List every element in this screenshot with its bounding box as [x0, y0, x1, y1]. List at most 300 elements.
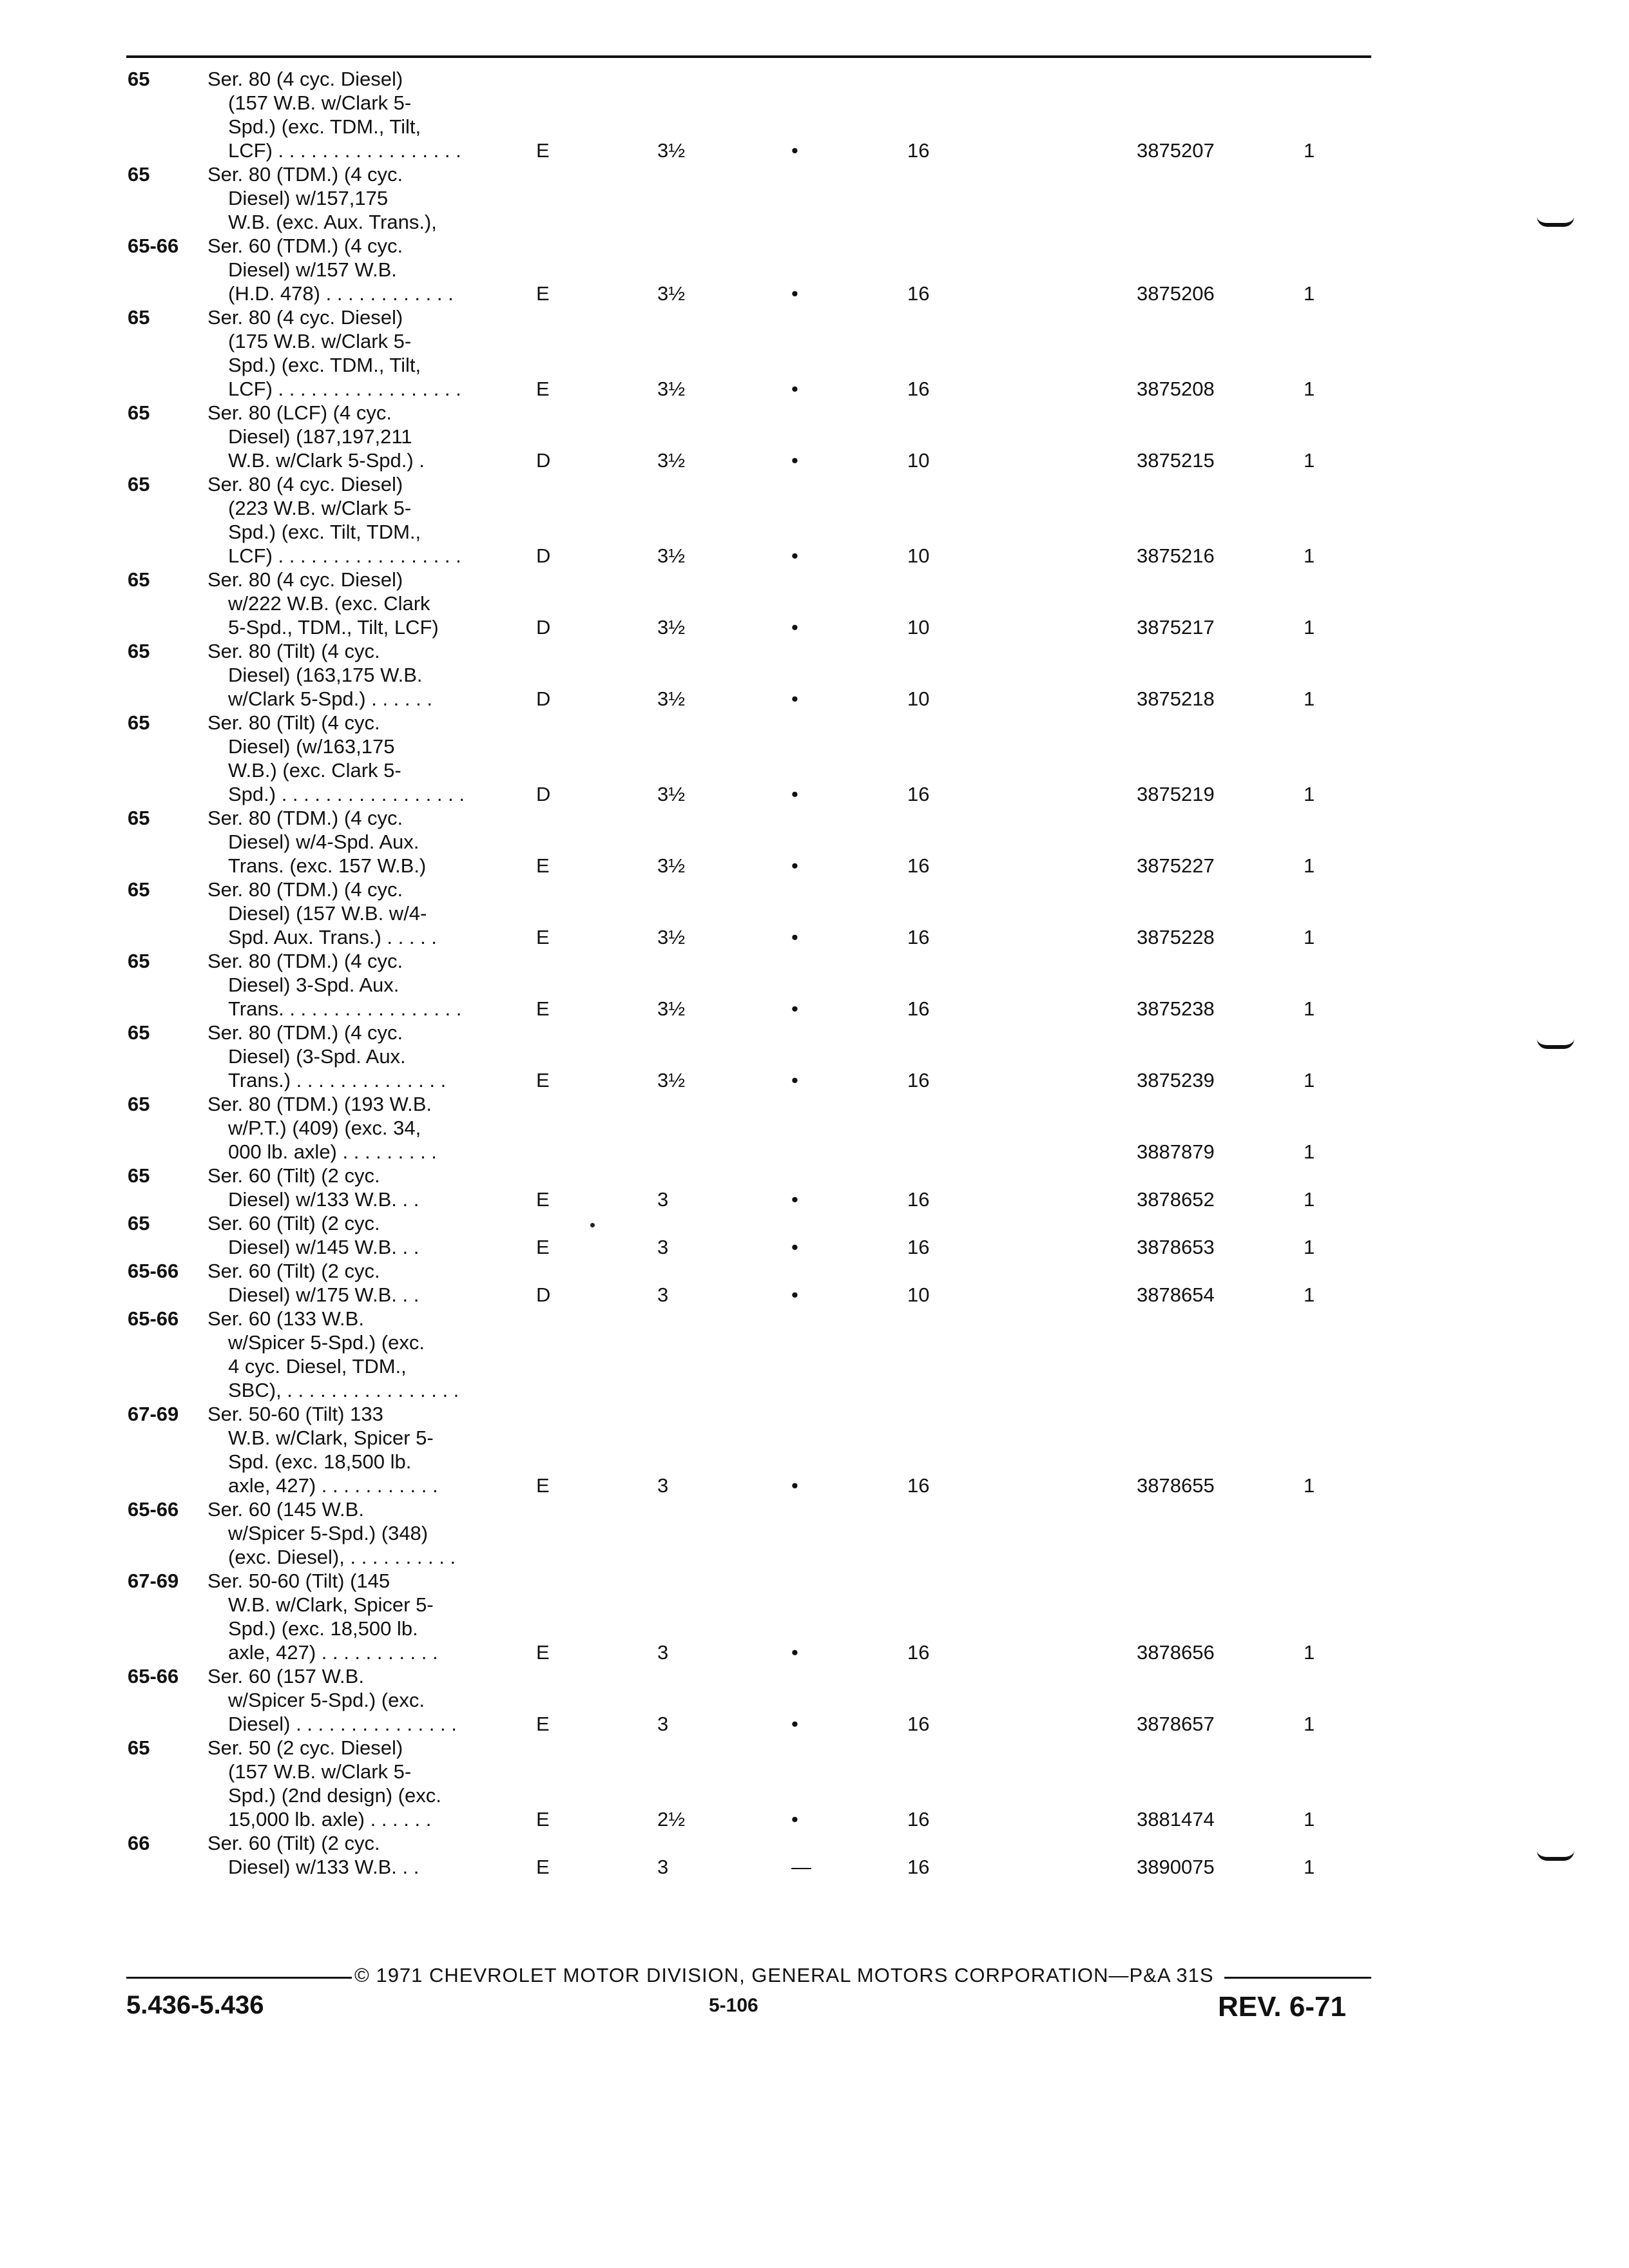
size-cell: 3½ [657, 282, 686, 305]
model-year: 65 [128, 807, 150, 829]
size-cell: 3½ [657, 783, 686, 805]
code-cell: E [536, 1474, 550, 1497]
part-number-cell: 3875216 [1137, 544, 1215, 567]
row-line [0, 639, 1629, 663]
quantity-cell: 1 [1304, 139, 1315, 162]
description-line: Ser. 80 (4 cyc. Diesel) [207, 306, 403, 329]
model-year: 65-66 [128, 1307, 179, 1330]
row-line [0, 973, 1629, 997]
pkg-qty-cell: 16 [907, 378, 930, 400]
description-line: Diesel) w/175 W.B. . . [228, 1283, 419, 1306]
row-line [0, 568, 1629, 591]
description-line: (157 W.B. w/Clark 5- [228, 91, 412, 114]
code-cell: E [536, 139, 550, 162]
row-line [0, 1640, 1629, 1664]
model-year: 65 [128, 163, 150, 186]
row-line [0, 1092, 1629, 1116]
description-line: w/Spicer 5-Spd.) (exc. [228, 1689, 425, 1711]
description-line: Spd. (exc. 18,500 lb. [228, 1450, 412, 1473]
part-number-cell: 3875219 [1137, 783, 1215, 805]
row-line [0, 472, 1629, 496]
code-cell: E [536, 378, 550, 400]
description-line: W.B.) (exc. Clark 5- [228, 759, 401, 782]
size-cell: 3 [657, 1188, 669, 1211]
part-number-cell: 3875207 [1137, 139, 1215, 162]
code-cell: E [536, 1641, 550, 1664]
model-year: 65 [128, 878, 150, 901]
part-number-cell: 3878657 [1137, 1713, 1215, 1735]
mark-cell: • [791, 687, 798, 710]
quantity-cell: 1 [1304, 926, 1315, 948]
mark-cell: • [791, 1236, 798, 1258]
model-year: 65 [128, 640, 150, 662]
model-year: 65 [128, 1212, 150, 1235]
quantity-cell: 1 [1304, 1283, 1315, 1306]
code-cell: E [536, 282, 550, 305]
code-cell: E [536, 1713, 550, 1735]
quantity-cell: 1 [1304, 1856, 1315, 1878]
description-line: 15,000 lb. axle) . . . . . . [228, 1808, 432, 1831]
row-line [0, 258, 1629, 282]
row-line [0, 1736, 1629, 1760]
row-line [0, 878, 1629, 901]
description-line: W.B. w/Clark, Spicer 5- [228, 1427, 434, 1449]
description-line: Diesel) 3-Spd. Aux. [228, 974, 400, 996]
code-cell: D [536, 687, 551, 710]
row-line [0, 139, 1629, 162]
model-year: 65-66 [128, 1665, 179, 1687]
mark-cell: • [791, 854, 798, 877]
description-line: Diesel) (w/163,175 [228, 735, 395, 758]
description-line: Diesel) w/133 W.B. . . [228, 1856, 419, 1878]
row-line [0, 758, 1629, 782]
description-line: Ser. 60 (Tilt) (2 cyc. [207, 1164, 380, 1187]
code-cell: E [536, 1236, 550, 1258]
pkg-qty-cell: 16 [907, 1188, 930, 1211]
description-line: Spd.) (exc. Tilt, TDM., [228, 521, 421, 543]
row-line [0, 591, 1629, 615]
part-number-cell: 3875208 [1137, 378, 1215, 400]
model-year: 67-69 [128, 1403, 179, 1425]
code-cell: E [536, 997, 550, 1020]
row-line [0, 1402, 1629, 1426]
pkg-qty-cell: 16 [907, 783, 930, 805]
description-line: (exc. Diesel), . . . . . . . . . . [228, 1546, 456, 1568]
row-line [0, 1807, 1629, 1831]
row-line [0, 782, 1629, 806]
description-line: Spd.) (exc. TDM., Tilt, [228, 115, 421, 138]
description-line: Diesel) (157 W.B. w/4- [228, 902, 427, 925]
pkg-qty-cell: 16 [907, 1856, 930, 1878]
size-cell: 3 [657, 1641, 669, 1664]
revision-label: REV. 6-71 [1218, 1991, 1346, 2023]
size-cell: 3½ [657, 449, 686, 472]
row-line [0, 115, 1629, 139]
row-line [0, 615, 1629, 639]
mark-cell: • [791, 1808, 798, 1831]
row-line [0, 901, 1629, 925]
description-line: Spd.) (exc. 18,500 lb. [228, 1617, 418, 1640]
description-line: W.B. w/Clark 5-Spd.) . [228, 449, 425, 472]
part-number-cell: 3875215 [1137, 449, 1215, 472]
pkg-qty-cell: 16 [907, 1474, 930, 1497]
quantity-cell: 1 [1304, 854, 1315, 877]
quantity-cell: 1 [1304, 1474, 1315, 1497]
model-year: 65 [128, 401, 150, 424]
row-line [0, 305, 1629, 329]
quantity-cell: 1 [1304, 997, 1315, 1020]
quantity-cell: 1 [1304, 616, 1315, 639]
size-cell: 3½ [657, 139, 686, 162]
size-cell: 3½ [657, 378, 686, 400]
pkg-qty-cell: 10 [907, 616, 930, 639]
pkg-qty-cell: 16 [907, 1236, 930, 1258]
row-line [0, 1521, 1629, 1545]
row-line [0, 1068, 1629, 1092]
mark-cell: — [791, 1856, 811, 1878]
quantity-cell: 1 [1304, 544, 1315, 567]
model-year: 65 [128, 1736, 150, 1759]
row-line [0, 1426, 1629, 1450]
row-line [0, 353, 1629, 377]
mark-cell: • [791, 1188, 798, 1211]
model-year: 67-69 [128, 1570, 179, 1592]
description-line: Diesel) w/157 W.B. [228, 258, 397, 281]
description-line: 5-Spd., TDM., Tilt, LCF) [228, 616, 439, 639]
pkg-qty-cell: 10 [907, 1283, 930, 1306]
page-number: 5-106 [709, 1995, 758, 2016]
part-number-cell: 3881474 [1137, 1808, 1215, 1831]
code-cell: E [536, 854, 550, 877]
pkg-qty-cell: 16 [907, 997, 930, 1020]
model-year: 65 [128, 1021, 150, 1044]
row-line [0, 210, 1629, 234]
description-line: Ser. 50-60 (Tilt) (145 [207, 1570, 390, 1592]
description-line: Diesel) w/157,175 [228, 187, 389, 209]
size-cell: 3½ [657, 854, 686, 877]
pkg-qty-cell: 16 [907, 1808, 930, 1831]
part-number-cell: 3875206 [1137, 282, 1215, 305]
row-line [0, 377, 1629, 401]
mark-cell: • [791, 616, 798, 639]
description-line: 4 cyc. Diesel, TDM., [228, 1355, 407, 1378]
description-line: Spd.) (2nd design) (exc. [228, 1784, 441, 1807]
description-line: Diesel) . . . . . . . . . . . . . . . [228, 1713, 457, 1735]
pkg-qty-cell: 16 [907, 1641, 930, 1664]
copyright-line: © 1971 CHEVROLET MOTOR DIVISION, GENERAL MOTORS CORPORATION—P&A 31S [354, 1964, 1214, 1986]
model-year: 65 [128, 568, 150, 591]
quantity-cell: 1 [1304, 1188, 1315, 1211]
pkg-qty-cell: 10 [907, 449, 930, 472]
row-line [0, 711, 1629, 735]
description-line: 000 lb. axle) . . . . . . . . . [228, 1140, 437, 1163]
part-number-cell: 3875228 [1137, 926, 1215, 948]
row-line [0, 1307, 1629, 1331]
row-line [0, 425, 1629, 448]
description-line: Ser. 50-60 (Tilt) 133 [207, 1403, 383, 1425]
row-line [0, 1331, 1629, 1354]
description-line: Spd. Aux. Trans.) . . . . . [228, 926, 437, 948]
row-line [0, 520, 1629, 544]
model-year: 65 [128, 306, 150, 329]
part-number-cell: 3890075 [1137, 1856, 1215, 1878]
row-line [0, 1044, 1629, 1068]
description-line: Ser. 80 (4 cyc. Diesel) [207, 473, 403, 495]
pkg-qty-cell: 16 [907, 282, 930, 305]
mark-cell: • [791, 449, 798, 472]
description-line: Diesel) w/4-Spd. Aux. [228, 831, 419, 853]
code-cell: D [536, 783, 551, 805]
quantity-cell: 1 [1304, 378, 1315, 400]
description-line: (223 W.B. w/Clark 5- [228, 497, 412, 519]
size-cell: 3½ [657, 1069, 686, 1091]
part-number-cell: 3878653 [1137, 1236, 1215, 1258]
size-cell: 3½ [657, 926, 686, 948]
row-line [0, 1569, 1629, 1593]
row-line [0, 1688, 1629, 1712]
model-year: 65 [128, 950, 150, 972]
mark-cell: • [791, 997, 798, 1020]
mark-cell: • [791, 378, 798, 400]
row-line [0, 1593, 1629, 1617]
row-line [0, 663, 1629, 687]
binding-mark [1537, 1850, 1574, 1861]
description-line: Trans. (exc. 157 W.B.) [228, 854, 427, 877]
binding-mark [1537, 1039, 1574, 1049]
description-line: Diesel) (163,175 W.B. [228, 664, 423, 686]
size-cell: 3 [657, 1856, 669, 1878]
code-cell: D [536, 1283, 551, 1306]
description-line: Ser. 80 (TDM.) (4 cyc. [207, 163, 403, 186]
part-number-cell: 3878655 [1137, 1474, 1215, 1497]
description-line: Trans. . . . . . . . . . . . . . . . . [228, 997, 462, 1020]
row-line [0, 1140, 1629, 1164]
description-line: (H.D. 478) . . . . . . . . . . . . [228, 282, 454, 305]
pkg-qty-cell: 16 [907, 1069, 930, 1091]
code-cell: E [536, 1856, 550, 1878]
description-line: Diesel) w/133 W.B. . . [228, 1188, 419, 1211]
description-line: Ser. 80 (LCF) (4 cyc. [207, 401, 392, 424]
description-line: (157 W.B. w/Clark 5- [228, 1760, 412, 1783]
footer-rule-right [1224, 1977, 1371, 1979]
row-line [0, 234, 1629, 258]
row-line [0, 687, 1629, 711]
description-line: w/Clark 5-Spd.) . . . . . . [228, 687, 432, 710]
quantity-cell: 1 [1304, 1808, 1315, 1831]
mark-cell: • [791, 1474, 798, 1497]
size-cell: 3½ [657, 544, 686, 567]
row-line [0, 1497, 1629, 1521]
description-line: Ser. 80 (TDM.) (4 cyc. [207, 878, 403, 901]
model-year: 65-66 [128, 235, 179, 257]
pkg-qty-cell: 10 [907, 687, 930, 710]
description-line: Ser. 60 (157 W.B. [207, 1665, 364, 1687]
part-number-cell: 3875217 [1137, 616, 1215, 639]
mark-cell: • [791, 926, 798, 948]
quantity-cell: 1 [1304, 1140, 1315, 1163]
row-line [0, 1378, 1629, 1402]
row-line [0, 186, 1629, 210]
description-line: W.B. (exc. Aux. Trans.), [228, 211, 437, 233]
row-line [0, 1259, 1629, 1283]
mark-cell: • [791, 1713, 798, 1735]
part-number-cell: 3875239 [1137, 1069, 1215, 1091]
description-line: LCF) . . . . . . . . . . . . . . . . . [228, 544, 461, 567]
row-line [0, 162, 1629, 186]
model-year: 65-66 [128, 1260, 179, 1282]
size-cell: 3 [657, 1236, 669, 1258]
size-cell: 3 [657, 1474, 669, 1497]
description-line: Ser. 60 (133 W.B. [207, 1307, 364, 1330]
row-line [0, 854, 1629, 878]
row-line [0, 1187, 1629, 1211]
model-year: 66 [128, 1832, 150, 1854]
description-line: w/Spicer 5-Spd.) (exc. [228, 1331, 425, 1354]
description-line: W.B. w/Clark, Spicer 5- [228, 1593, 434, 1616]
model-year: 65 [128, 1164, 150, 1187]
row-line [0, 1855, 1629, 1879]
description-line: Ser. 60 (Tilt) (2 cyc. [207, 1212, 380, 1235]
binding-mark [1537, 216, 1574, 227]
row-line [0, 1783, 1629, 1807]
part-number-cell: 3878652 [1137, 1188, 1215, 1211]
size-cell: 3½ [657, 616, 686, 639]
description-line: Ser. 80 (TDM.) (193 W.B. [207, 1093, 432, 1115]
size-cell: 3½ [657, 687, 686, 710]
description-line: Spd.) . . . . . . . . . . . . . . . . . [228, 783, 465, 805]
code-cell: E [536, 926, 550, 948]
row-line [0, 1664, 1629, 1688]
model-year: 65 [128, 711, 150, 734]
row-line [0, 1211, 1629, 1235]
row-line [0, 925, 1629, 949]
quantity-cell: 1 [1304, 1641, 1315, 1664]
row-line [0, 997, 1629, 1021]
row-line [0, 282, 1629, 305]
description-line: Ser. 80 (Tilt) (4 cyc. [207, 640, 380, 662]
description-line: (175 W.B. w/Clark 5- [228, 330, 412, 352]
description-line: Ser. 60 (Tilt) (2 cyc. [207, 1832, 380, 1854]
description-line: LCF) . . . . . . . . . . . . . . . . . [228, 139, 461, 162]
description-line: Trans.) . . . . . . . . . . . . . . [228, 1069, 447, 1091]
row-line [0, 806, 1629, 830]
description-line: SBC), . . . . . . . . . . . . . . . . [228, 1379, 459, 1401]
row-line [0, 830, 1629, 854]
row-line [0, 401, 1629, 425]
description-line: Diesel) w/145 W.B. . . [228, 1236, 419, 1258]
quantity-cell: 1 [1304, 783, 1315, 805]
row-line [0, 1283, 1629, 1307]
row-line [0, 496, 1629, 520]
description-line: Spd.) (exc. TDM., Tilt, [228, 354, 421, 376]
part-number-cell: 3875238 [1137, 997, 1215, 1020]
model-year: 65 [128, 68, 150, 90]
pkg-qty-cell: 16 [907, 926, 930, 948]
description-line: Ser. 80 (4 cyc. Diesel) [207, 568, 403, 591]
row-line [0, 544, 1629, 568]
row-line [0, 949, 1629, 973]
part-number-cell: 3887879 [1137, 1140, 1215, 1163]
row-line [0, 735, 1629, 758]
row-line [0, 1450, 1629, 1474]
row-line [0, 329, 1629, 353]
row-line [0, 1712, 1629, 1736]
row-line [0, 1021, 1629, 1044]
quantity-cell: 1 [1304, 687, 1315, 710]
row-line [0, 1354, 1629, 1378]
description-line: Ser. 50 (2 cyc. Diesel) [207, 1736, 403, 1759]
model-year: 65-66 [128, 1498, 179, 1521]
mark-cell: • [791, 544, 798, 567]
size-cell: 3 [657, 1713, 669, 1735]
mark-cell: • [791, 1283, 798, 1306]
description-line: Ser. 80 (TDM.) (4 cyc. [207, 1021, 403, 1044]
code-cell: E [536, 1069, 550, 1091]
quantity-cell: 1 [1304, 1713, 1315, 1735]
size-cell: 2½ [657, 1808, 686, 1831]
print-speck [590, 1223, 595, 1227]
quantity-cell: 1 [1304, 1069, 1315, 1091]
quantity-cell: 1 [1304, 1236, 1315, 1258]
size-cell: 3 [657, 1283, 669, 1306]
description-line: Ser. 60 (TDM.) (4 cyc. [207, 235, 403, 257]
code-cell: E [536, 1808, 550, 1831]
row-line [0, 1545, 1629, 1569]
description-line: w/222 W.B. (exc. Clark [228, 592, 430, 615]
row-line [0, 1760, 1629, 1783]
part-number-cell: 3875227 [1137, 854, 1215, 877]
description-line: axle, 427) . . . . . . . . . . . [228, 1641, 438, 1664]
row-line [0, 1164, 1629, 1187]
row-line [0, 1474, 1629, 1497]
row-line [0, 1831, 1629, 1855]
description-line: Ser. 80 (Tilt) (4 cyc. [207, 711, 380, 734]
pkg-qty-cell: 10 [907, 544, 930, 567]
description-line: Ser. 80 (4 cyc. Diesel) [207, 68, 403, 90]
row-line [0, 448, 1629, 472]
part-number-cell: 3875218 [1137, 687, 1215, 710]
description-line: Diesel) (187,197,211 [228, 425, 412, 448]
mark-cell: • [791, 139, 798, 162]
code-cell: D [536, 616, 551, 639]
model-year: 65 [128, 473, 150, 495]
description-line: Ser. 60 (Tilt) (2 cyc. [207, 1260, 380, 1282]
mark-cell: • [791, 1641, 798, 1664]
row-line [0, 1235, 1629, 1259]
description-line: w/Spicer 5-Spd.) (348) [228, 1522, 429, 1544]
part-number-cell: 3878654 [1137, 1283, 1215, 1306]
description-line: axle, 427) . . . . . . . . . . . [228, 1474, 438, 1497]
code-cell: D [536, 544, 551, 567]
description-line: w/P.T.) (409) (exc. 34, [228, 1117, 421, 1139]
description-line: LCF) . . . . . . . . . . . . . . . . . [228, 378, 461, 400]
row-line [0, 1116, 1629, 1140]
part-number-cell: 3878656 [1137, 1641, 1215, 1664]
mark-cell: • [791, 282, 798, 305]
description-line: Ser. 80 (TDM.) (4 cyc. [207, 807, 403, 829]
row-line [0, 67, 1629, 91]
description-line: Diesel) (3-Spd. Aux. [228, 1045, 406, 1068]
description-line: Ser. 60 (145 W.B. [207, 1498, 364, 1521]
pkg-qty-cell: 16 [907, 139, 930, 162]
section-number: 5.436-5.436 [126, 1991, 264, 2019]
quantity-cell: 1 [1304, 282, 1315, 305]
model-year: 65 [128, 1093, 150, 1115]
mark-cell: • [791, 1069, 798, 1091]
row-line [0, 91, 1629, 115]
description-line: Ser. 80 (TDM.) (4 cyc. [207, 950, 403, 972]
pkg-qty-cell: 16 [907, 1713, 930, 1735]
